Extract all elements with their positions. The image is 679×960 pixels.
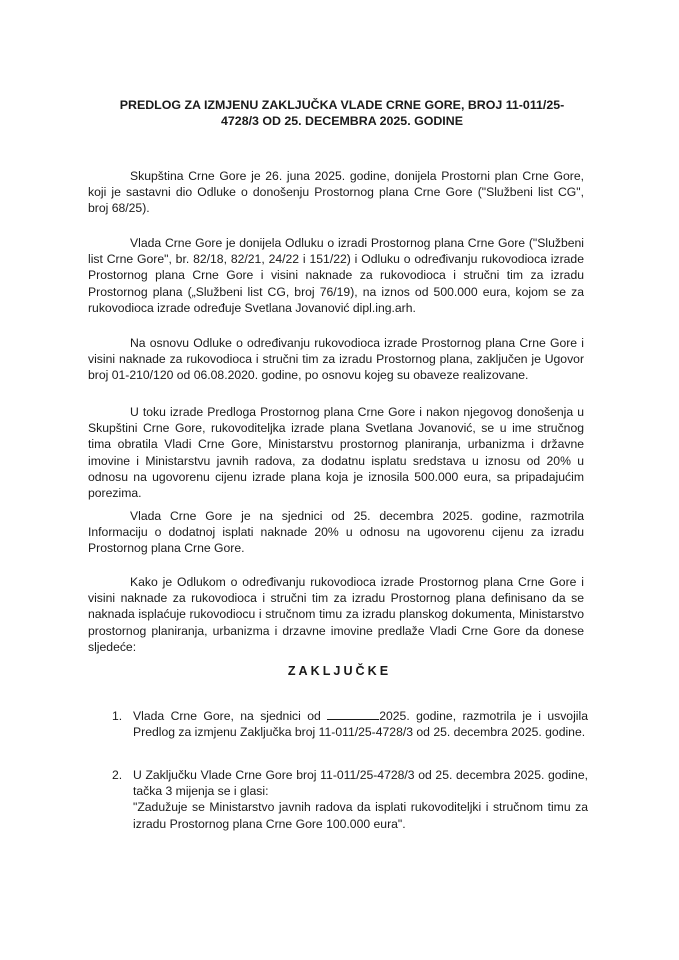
date-blank-line bbox=[327, 708, 379, 720]
paragraph-1: Skupština Crne Gore je 26. juna 2025. godine, donijela Prostorni plan Crne Gore, koji je sastavni dio Odluke o donošenju Prostornog plana Crne Gore ("Službeni list CG", broj 68/25). bbox=[88, 169, 584, 216]
paragraph-4: U toku izrade Predloga Prostornog plana Crne Gore i nakon njegovog donošenja u Skupštini Crne Gore, rukovoditeljka izrade plana Svetlana Jovanović, se u ime stručnog tima obratila Vladi Crne Gore, Ministarstvu prostornog planiranja, urbanizma i državne imovine i Ministarstvu javnih radova, za dodatnu isplatu sredstava u iznosu od 20% u odnosu na ugovorenu cijenu izrade plana koja je iznosila 500.000 eura, sa pripadajućim porezima. bbox=[88, 405, 584, 501]
list-item bbox=[112, 708, 588, 740]
list-item-text-before: Vlada Crne Gore, na sjednici od bbox=[133, 709, 321, 723]
list-item-number: 1. bbox=[112, 709, 123, 723]
list-item-number: 2. bbox=[112, 768, 123, 782]
list-item-text-main: U Zaključku Vlade Crne Gore broj 11-011/25-4728/3 od 25. decembra 2025. godine, tačka 3 mijenja se i glasi: bbox=[133, 768, 588, 799]
list-item-text-after: 2025. godine, razmotrila je i usvojila Predlog za izmjenu Zaključka broj 11-011/25-4728/3 od 25. decembra 2025. godine. bbox=[133, 709, 588, 740]
paragraph-5: Vlada Crne Gore je na sjednici od 25. decembra 2025. godine, razmotrila Informaciju o dodatnoj isplati naknade 20% u odnosu na ugovorenu cijenu za izradu Prostornog plana Crne Gore. bbox=[88, 509, 584, 556]
list-item bbox=[112, 767, 588, 832]
list-item-text bbox=[133, 708, 588, 740]
list-item-text bbox=[133, 767, 588, 832]
paragraph-6: Kako je Odlukom o određivanju rukovodioca izrade Prostornog plana Crne Gore i visini naknade za rukovodioca i stručni tim za izradu Prostornog plana definisano da se naknada isplaćuje rukovodiocu i stručnom timu za izradu planskog dokumenta, Ministarstvo prostornog planiranja, urbanizma i drzavne imovine predlaže Vladi Crne Gore da donese sljedeće: bbox=[88, 575, 584, 654]
paragraph-3: Na osnovu Odluke o određivanju rukovodioca izrade Prostornog plana Crne Gore i visini naknade za rukovodioca i stručni tim za izradu Prostornog plana, zaključen je Ugovor broj 01-210/120 od 06.08.2020. godine, po osnovu kojeg su obaveze realizovane. bbox=[88, 336, 584, 383]
paragraph-2: Vlada Crne Gore je donijela Odluku o izradi Prostornog plana Crne Gore ("Službeni list Crne Gore", br. 82/18, 82/21, 24/22 i 151/22) i Odluku o određivanju rukovodioca izrade Prostornog plana Crne Gore i visini naknade za rukovodioca i stručni tim za izradu Prostornog plana („Službeni list CG, broj 76/19), na iznos od 500.000 eura, kojom se za rukovodioca izrade određuje Svetlana Jovanović dipl.ing.arh. bbox=[88, 236, 584, 315]
list-item-quote: "Zadužuje se Ministarstvo javnih radova da isplati rukovoditeljki i stručnom timu za izradu Prostornog plana Crne Gore 100.000 eura". bbox=[133, 800, 588, 831]
section-heading: ZAKLJUČKE bbox=[287, 664, 392, 678]
document-title: PREDLOG ZA IZMJENU ZAKLJUČKA VLADE CRNE GORE, BROJ 11-011/25-4728/3 OD 25. DECEMBRA 2025. GODINE bbox=[119, 98, 565, 128]
